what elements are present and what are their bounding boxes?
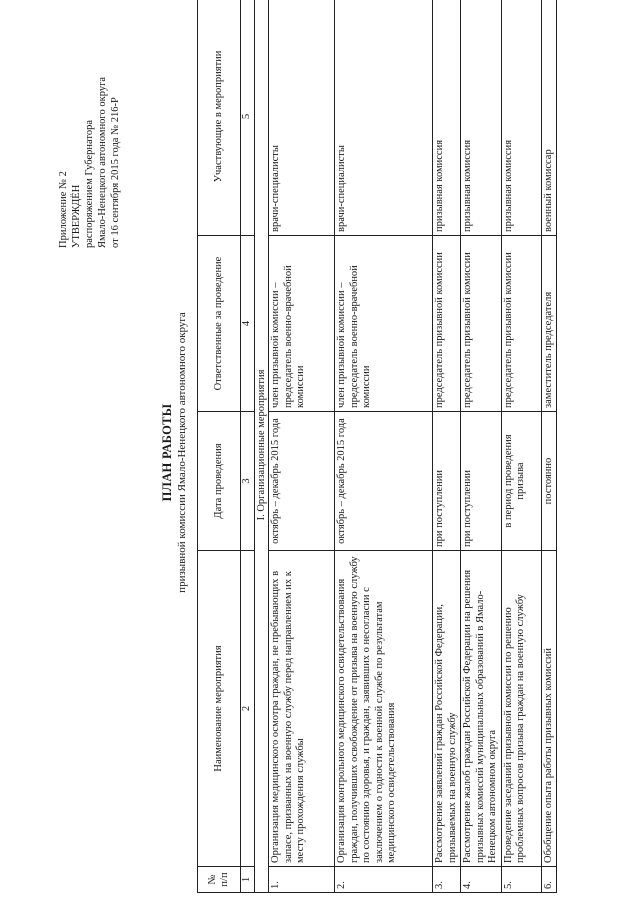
table-row	[433, 0, 461, 893]
responsible-cell: член призывной комиссии – председатель военно-врачебной комиссии	[269, 236, 335, 412]
date-cell: в период проведения призыва	[501, 412, 541, 551]
row-number: 5.	[501, 867, 541, 893]
responsible-cell: член призывной комиссии – председатель военно-врачебной комиссии	[335, 236, 433, 412]
approved-stamp-text: УТВЕРЖДЁН	[71, 184, 82, 248]
approval-line-1: распоряжением Губернатора	[84, 120, 95, 248]
responsible-cell: заместитель председателя	[541, 236, 557, 412]
event-name-cell: Проведение заседаний призывной комиссии по решению проблемных вопросов призыва граждан на военную службу	[501, 551, 541, 867]
event-name-cell: Рассмотрение жалоб граждан Российской Федерации на решения призывных комиссий муниципальных образований в Ямало-Ненецком автономном округа	[461, 551, 502, 867]
section-row	[255, 0, 269, 893]
column-number: 4	[241, 236, 255, 412]
table-header-row	[198, 0, 241, 893]
event-name-cell: Рассмотрение заявлений граждан Российской Федерации, призываемых на военную службу	[433, 551, 461, 867]
column-number: 1	[241, 867, 255, 893]
column-header-event-name: Наименование мероприятия	[198, 551, 241, 867]
column-header-date: Дата проведения	[198, 412, 241, 551]
responsible-cell: председатель призывной комиссии	[433, 236, 461, 412]
column-header-participants: Участвующие в мероприятии	[198, 0, 241, 236]
column-header-number: № п/п	[198, 867, 241, 893]
table-row	[541, 0, 557, 893]
participants-cell: врачи-специалисты	[335, 0, 433, 236]
participants-cell: призывная комиссия	[433, 0, 461, 236]
date-cell: при поступлении	[433, 412, 461, 551]
responsible-cell: председатель призывной комиссии	[501, 236, 541, 412]
table-row	[461, 0, 502, 893]
column-number: 5	[241, 0, 255, 236]
row-number: 3.	[433, 867, 461, 893]
column-number: 2	[241, 551, 255, 867]
event-name-cell: Организация контрольного медицинского освидетельствования граждан, получивших освобождение от призыва на военную службу по состоянию здоровья, и граждан, заявивших о несогласии с заключением о годности к военной службе по результатам медицинского освидетельствования	[335, 551, 433, 867]
row-number: 1.	[269, 867, 335, 893]
participants-cell: врачи-специалисты	[269, 0, 335, 236]
row-number: 2.	[335, 867, 433, 893]
event-name-cell: Обобщение опыта работы призывных комиссий	[541, 551, 557, 867]
date-cell: постоянно	[541, 412, 557, 551]
column-number-row	[241, 0, 255, 893]
table-row	[269, 0, 335, 893]
document-title: ПЛАН РАБОТЫ	[160, 403, 174, 502]
column-header-responsible: Ответственные за проведение	[198, 236, 241, 412]
row-number: 6.	[541, 867, 557, 893]
approval-line-2: Ямало-Ненецкого автономного округа	[97, 76, 108, 248]
approval-block	[57, 8, 122, 248]
work-plan-table	[197, 0, 557, 893]
approval-line-3: от 16 сентября 2015 года № 216-Р	[110, 97, 121, 248]
responsible-cell: председатель призывной комиссии	[461, 236, 502, 412]
date-cell: при поступлении	[461, 412, 502, 551]
document-subtitle: призывной комиссии Ямало-Ненецкого автономного округа	[176, 312, 188, 593]
participants-cell: призывная комиссия	[501, 0, 541, 236]
annex-label: Приложение № 2	[58, 171, 69, 248]
table-row	[501, 0, 541, 893]
participants-cell: военный комиссар	[541, 0, 557, 236]
date-cell: октябрь – декабрь 2015 года	[269, 412, 335, 551]
participants-cell: призывная комиссия	[461, 0, 502, 236]
section-title: I. Организационные мероприятия	[255, 0, 269, 893]
row-number: 4.	[461, 867, 502, 893]
date-cell: октябрь – декабрь 2015 года	[335, 412, 433, 551]
column-number: 3	[241, 412, 255, 551]
event-name-cell: Организация медицинского осмотра граждан, не пребывающих в запасе, призванных на военную службу перед направлением их к месту прохождения службы	[269, 551, 335, 867]
table-row	[335, 0, 433, 893]
